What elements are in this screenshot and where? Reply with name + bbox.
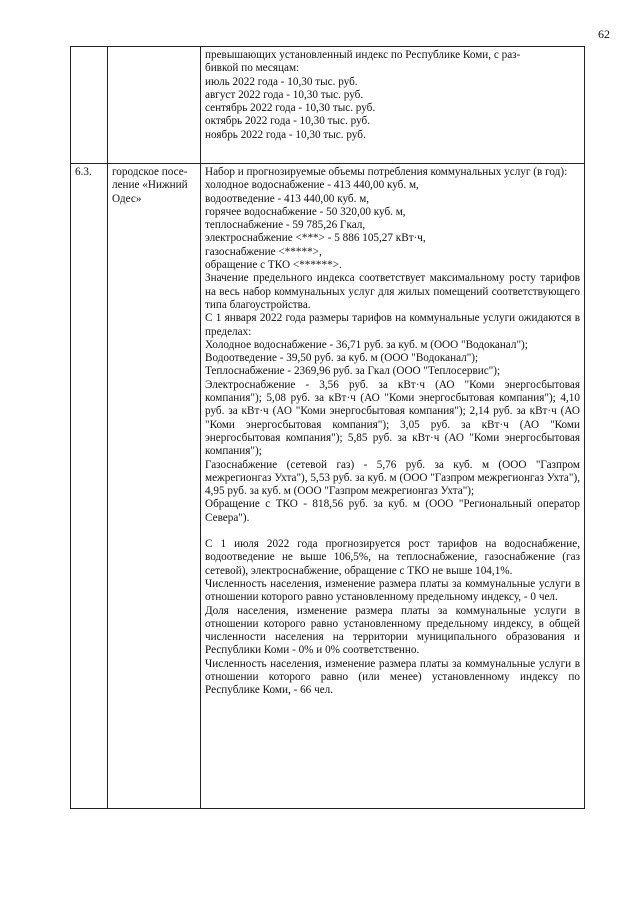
paragraph: холодное водоснабжение - 413 440,00 куб. м, [205,179,419,192]
paragraph: Доля населения, изменение размера платы за коммунальные услуги в отношении которого равно установленному предельному индексу, в общей численности населения на территории муниципального образования и Республики Коми - 0% и 0% соответственно. [205,604,580,657]
paragraph: Электроснабжение - 3,56 руб. за кВт·ч (АО "Коми энергосбытовая компания"); 5,08 руб. за кВт·ч (АО "Коми энергосбытовая компания"); 4,10 руб. за кВт·ч (АО "Коми энергосбытовая компания"); 2,14 руб. за кВт·ч (АО "Коми энергосбытовая компания"); 3,05 руб. за кВт·ч (АО "Коми энергосбытовая компания"); 5,85 руб. за кВт·ч (АО "Коми энергосбытовая компания"); [205,378,580,458]
municipality-cell: городское посе-ление «Нижний Одес» [108,164,201,809]
paragraph: Значение предельного индекса соответствует максимальному росту тарифов на весь набор коммунальных услуг для жилых помещений соответствующего типа благоустройства. [205,272,580,311]
paragraph: Численность населения, изменение размера платы за коммунальные услуги в отношении которого равно (или менее) установленному индексу по Республике Коми, - 66 чел. [205,657,580,697]
description-cell [201,164,585,809]
paragraph: Теплоснабжение - 2369,96 руб. за Гкал (ООО "Теплосервис"); [205,365,501,378]
text-line: август 2022 года - 10,30 тыс. руб. [205,88,364,101]
text-line: октябрь 2022 года - 10,30 тыс. руб. [205,115,370,128]
text-line: сентябрь 2022 года - 10,30 тыс. руб. [205,102,376,115]
row-number-cell [71,47,108,164]
paragraph: Газоснабжение (сетевой газ) - 5,76 руб. за куб. м (ООО "Газпром межрегионгаз Ухта"), 5,53 руб. за куб. м (ООО "Газпром межрегионгаз Ухта"), 4,95 руб. за куб. м (ООО "Газпром межрегионгаз Ухта"); [205,458,580,498]
text-line: бивкой по месяцам: [205,62,300,75]
paragraph: газоснабжение <*****>, [205,245,322,258]
description-cell [201,47,585,164]
text-line: июль 2022 года - 10,30 тыс. руб. [205,75,358,88]
row-number-cell: 6.3. [71,164,108,809]
paragraph: Водоотведение - 39,50 руб. за куб. м (ООО "Водоканал"); [205,352,479,365]
paragraph: Холодное водоснабжение - 36,71 руб. за куб. м (ООО "Водоканал"); [205,338,528,351]
paragraph: С 1 января 2022 года размеры тарифов на коммунальные услуги ожидаются в пределах: [205,312,580,338]
tariff-table [70,46,585,809]
text-line: ноябрь 2022 года - 10,30 тыс. руб. [205,128,366,141]
paragraph: Набор и прогнозируемые объемы потребления коммунальных услуг (в год): [205,166,568,178]
paragraph: Численность населения, изменение размера платы за коммунальные услуги в отношении которого равно установленному предельному индексу, - 0 чел. [205,577,580,604]
paragraph: С 1 июля 2022 года прогнозируется рост тарифов на водоснабжение, водоотведение не выше 106,5%, на теплоснабжение, газоснабжение (газ сетевой), электроснабжение, обращение с ТКО не выше 104,1%. [205,538,580,577]
paragraph: горячее водоснабжение - 50 320,00 куб. м, [205,205,406,218]
paragraph: обращение с ТКО <******>. [205,259,342,272]
municipality-cell [108,47,201,164]
paragraph: теплоснабжение - 59 785,26 Гкал, [205,219,366,232]
paragraph: Обращение с ТКО - 818,56 руб. за куб. м (ООО "Региональный оператор Севера"). [205,498,580,524]
table-row [71,47,585,164]
page-number: 62 [598,27,610,41]
paragraph: водоотведение - 413 440,00 куб. м, [205,192,370,205]
paragraph-gap [205,525,580,538]
paragraph: электроснабжение <***> - 5 886 105,27 кВт·ч, [205,232,426,245]
table-row [71,164,585,809]
text-line: превышающих установленный индекс по Республике Коми, с раз- [205,49,521,61]
